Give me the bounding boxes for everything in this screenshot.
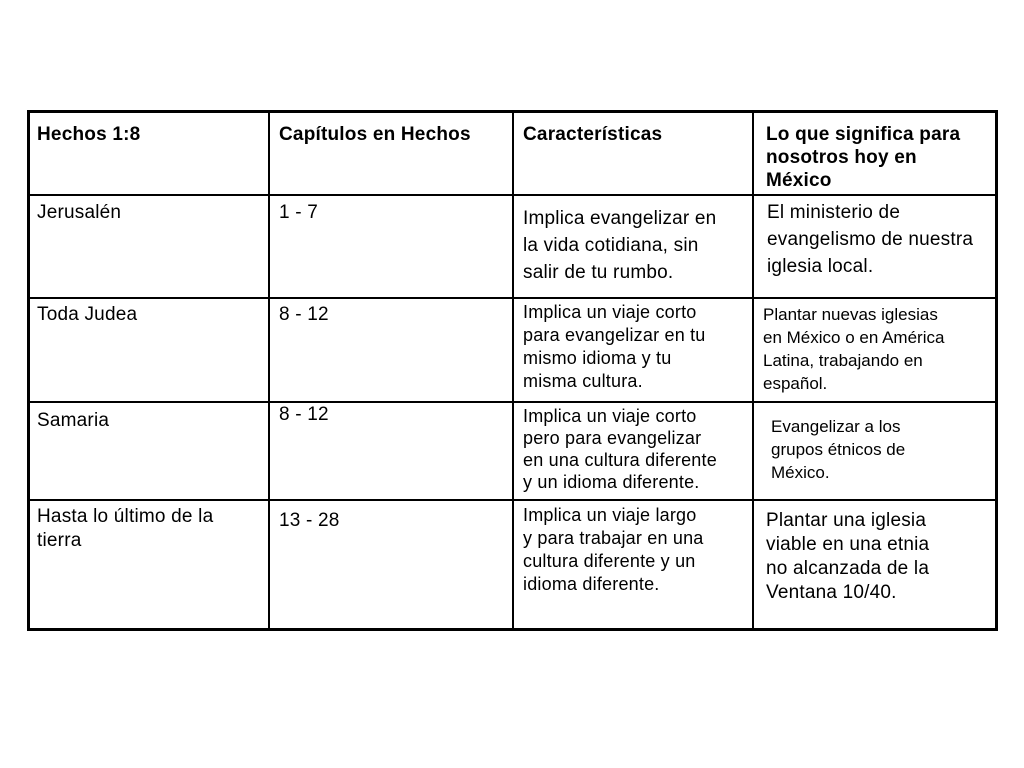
cell-meaning-samaria: Evangelizar a los grupos étnicos de México.	[771, 417, 906, 482]
cell-meaning-jerusalen: El ministerio de evangelismo de nuestra iglesia local.	[767, 202, 974, 277]
cell-meaning-hasta-lo-ultimo: Plantar una iglesia viable en una etnia no alcanzada de la Ventana 10/40.	[766, 510, 930, 603]
cell-place-toda-judea: Toda Judea	[37, 304, 138, 325]
cell-characteristics-jerusalen: Implica evangelizar en la vida cotidiana, sin salir de tu rumbo.	[523, 208, 717, 283]
column-divider	[268, 113, 270, 628]
header-capitulos: Capítulos en Hechos	[279, 124, 471, 145]
header-hechos: Hechos 1:8	[37, 124, 141, 145]
column-divider	[512, 113, 514, 628]
cell-chapters-hasta-lo-ultimo: 13 - 28	[279, 510, 340, 531]
cell-chapters-toda-judea: 8 - 12	[279, 304, 329, 325]
header-caracteristicas: Características	[523, 124, 663, 145]
cell-place-hasta-lo-ultimo: Hasta lo último de la tierra	[37, 506, 214, 551]
cell-place-samaria: Samaria	[37, 410, 110, 431]
cell-characteristics-hasta-lo-ultimo: Implica un viaje largo y para trabajar en una cultura diferente y un idioma diferente.	[523, 505, 704, 594]
cell-chapters-samaria: 8 - 12	[279, 404, 329, 425]
cell-characteristics-toda-judea: Implica un viaje corto para evangelizar en tu mismo idioma y tu misma cultura.	[523, 302, 706, 391]
acts-1-8-table	[27, 110, 998, 631]
cell-characteristics-samaria: Implica un viaje corto pero para evangelizar en una cultura diferente y un idioma diferente.	[523, 406, 717, 492]
column-divider	[752, 113, 754, 628]
cell-meaning-toda-judea: Plantar nuevas iglesias en México o en América Latina, trabajando en español.	[763, 305, 945, 393]
header-significado: Lo que significa para nosotros hoy en México	[766, 124, 961, 191]
cell-chapters-jerusalen: 1 - 7	[279, 202, 319, 223]
cell-place-jerusalen: Jerusalén	[37, 202, 122, 223]
